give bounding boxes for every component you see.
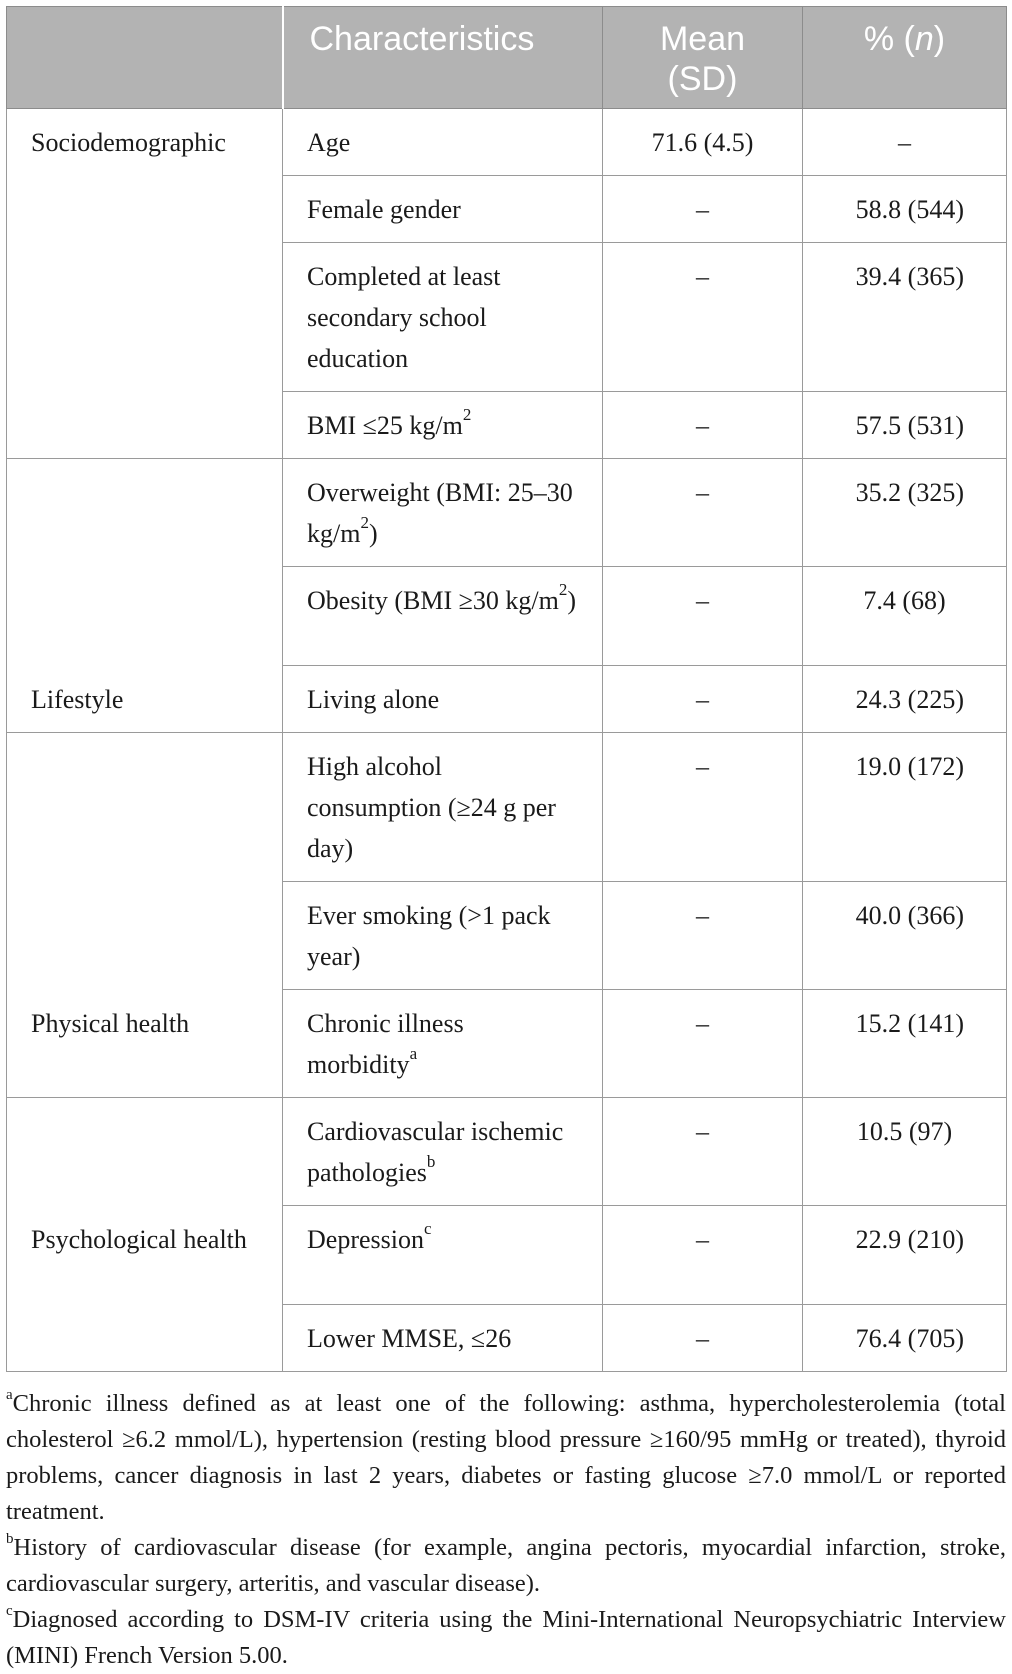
footnote-marker: a — [6, 1386, 13, 1403]
category-cell — [7, 176, 283, 243]
mean-sd-cell: – — [603, 392, 803, 459]
characteristic-cell — [283, 1098, 603, 1206]
header-percent-prefix: % ( — [863, 20, 915, 58]
percent-n-cell: 10.5 (97) — [803, 1098, 1007, 1206]
characteristic-text-after: ) — [368, 519, 378, 548]
category-cell: Lifestyle — [7, 666, 283, 733]
mean-sd-cell: – — [603, 1206, 803, 1305]
characteristic-text: Chronic illness morbidity — [307, 1009, 464, 1079]
mean-sd-cell: – — [603, 666, 803, 733]
header-category — [7, 7, 283, 109]
characteristic-cell: Completed at least secondary school education — [283, 243, 603, 392]
footnote-marker: b — [6, 1530, 14, 1547]
mean-sd-cell: 71.6 (4.5) — [603, 109, 803, 176]
characteristic-text: Obesity (BMI ≥30 kg/m — [307, 586, 559, 615]
characteristic-cell: Age — [283, 109, 603, 176]
percent-n-cell: 22.9 (210) — [803, 1206, 1007, 1305]
characteristic-text: Depression — [307, 1225, 424, 1254]
footnote-c — [6, 1602, 1006, 1674]
mean-sd-cell: – — [603, 882, 803, 990]
table-row — [7, 882, 1007, 990]
characteristic-cell — [283, 990, 603, 1098]
category-cell: Psychological health — [7, 1206, 283, 1305]
characteristic-cell: Ever smoking (>1 pack year) — [283, 882, 603, 990]
table-row — [7, 1206, 1007, 1305]
percent-n-cell: 19.0 (172) — [803, 733, 1007, 882]
superscript: 2 — [462, 405, 472, 425]
mean-sd-cell: – — [603, 567, 803, 666]
mean-sd-cell: – — [603, 176, 803, 243]
table-row — [7, 109, 1007, 176]
table-row — [7, 459, 1007, 567]
table-row — [7, 666, 1007, 733]
characteristic-cell: Female gender — [283, 176, 603, 243]
footnote-text: History of cardiovascular disease (for example, angina pectoris, myocardial infarction, stroke, cardiovascular surgery, arteritis, and vascular disease). — [6, 1534, 1006, 1597]
header-percent-n — [803, 7, 1007, 109]
footnote-marker: b — [426, 1152, 436, 1172]
percent-n-cell: 57.5 (531) — [803, 392, 1007, 459]
mean-sd-cell: – — [603, 1098, 803, 1206]
header-sd: (SD) — [667, 60, 738, 98]
percent-n-cell: 58.8 (544) — [803, 176, 1007, 243]
table-row — [7, 733, 1007, 882]
header-mean-sd — [603, 7, 803, 109]
category-cell — [7, 882, 283, 990]
footnote-b — [6, 1530, 1006, 1602]
footnote-text: Diagnosed according to DSM-IV criteria using the Mini-International Neuropsychiatric Interview (MINI) French Version 5.00. — [6, 1606, 1006, 1669]
header-percent-suffix: ) — [933, 20, 946, 58]
table-row — [7, 990, 1007, 1098]
characteristic-cell: Living alone — [283, 666, 603, 733]
mean-sd-cell: – — [603, 459, 803, 567]
footnote-marker: c — [6, 1602, 13, 1619]
percent-n-cell: 24.3 (225) — [803, 666, 1007, 733]
mean-sd-cell: – — [603, 243, 803, 392]
table-container — [6, 6, 1006, 1674]
category-cell — [7, 243, 283, 392]
percent-n-cell: 40.0 (366) — [803, 882, 1007, 990]
percent-n-cell: 35.2 (325) — [803, 459, 1007, 567]
table-row — [7, 392, 1007, 459]
percent-n-cell: 39.4 (365) — [803, 243, 1007, 392]
characteristic-text-after: ) — [567, 586, 577, 615]
characteristic-text: Cardiovascular ischemic pathologies — [307, 1117, 564, 1187]
characteristic-cell — [283, 459, 603, 567]
footnote-marker: c — [423, 1219, 432, 1239]
mean-sd-cell: – — [603, 990, 803, 1098]
category-cell: Physical health — [7, 990, 283, 1098]
mean-sd-cell: – — [603, 1305, 803, 1372]
header-n-italic: n — [914, 20, 934, 58]
characteristic-text: BMI ≤25 kg/m — [307, 411, 463, 440]
table-row — [7, 1098, 1007, 1206]
footnote-a — [6, 1386, 1006, 1530]
percent-n-cell: 76.4 (705) — [803, 1305, 1007, 1372]
characteristic-cell — [283, 567, 603, 666]
characteristic-text: Overweight (BMI: 25–30 kg/m — [307, 478, 573, 548]
category-cell: Sociodemographic — [7, 109, 283, 176]
table-footnotes — [6, 1386, 1006, 1674]
characteristic-cell: Lower MMSE, ≤26 — [283, 1305, 603, 1372]
header-characteristics: Characteristics — [283, 7, 603, 109]
characteristic-cell: High alcohol consumption (≥24 g per day) — [283, 733, 603, 882]
characteristic-cell — [283, 392, 603, 459]
characteristics-table — [6, 6, 1007, 1372]
category-cell — [7, 459, 283, 567]
table-row — [7, 176, 1007, 243]
footnote-text: Chronic illness defined as at least one of the following: asthma, hypercholesterolemia (total cholesterol ≥6.2 mmol/L), hypertension (resting blood pressure ≥160/95 mmHg or treated), thyroid problems, cancer diagnosis in last 2 years, diabetes or fasting glucose ≥7.0 mmol/L or reported treatment. — [6, 1390, 1006, 1525]
superscript: 2 — [360, 513, 369, 533]
header-mean: Mean — [659, 20, 746, 58]
percent-n-cell: 7.4 (68) — [803, 567, 1007, 666]
superscript: 2 — [558, 580, 568, 600]
table-header-row — [7, 7, 1007, 109]
category-cell — [7, 733, 283, 882]
category-cell — [7, 1305, 283, 1372]
percent-n-cell: – — [803, 109, 1007, 176]
percent-n-cell: 15.2 (141) — [803, 990, 1007, 1098]
category-cell — [7, 392, 283, 459]
category-cell — [7, 1098, 283, 1206]
table-row — [7, 567, 1007, 666]
table-row — [7, 1305, 1007, 1372]
footnote-marker: a — [409, 1044, 418, 1064]
characteristic-cell — [283, 1206, 603, 1305]
table-row — [7, 243, 1007, 392]
category-cell — [7, 567, 283, 666]
mean-sd-cell: – — [603, 733, 803, 882]
